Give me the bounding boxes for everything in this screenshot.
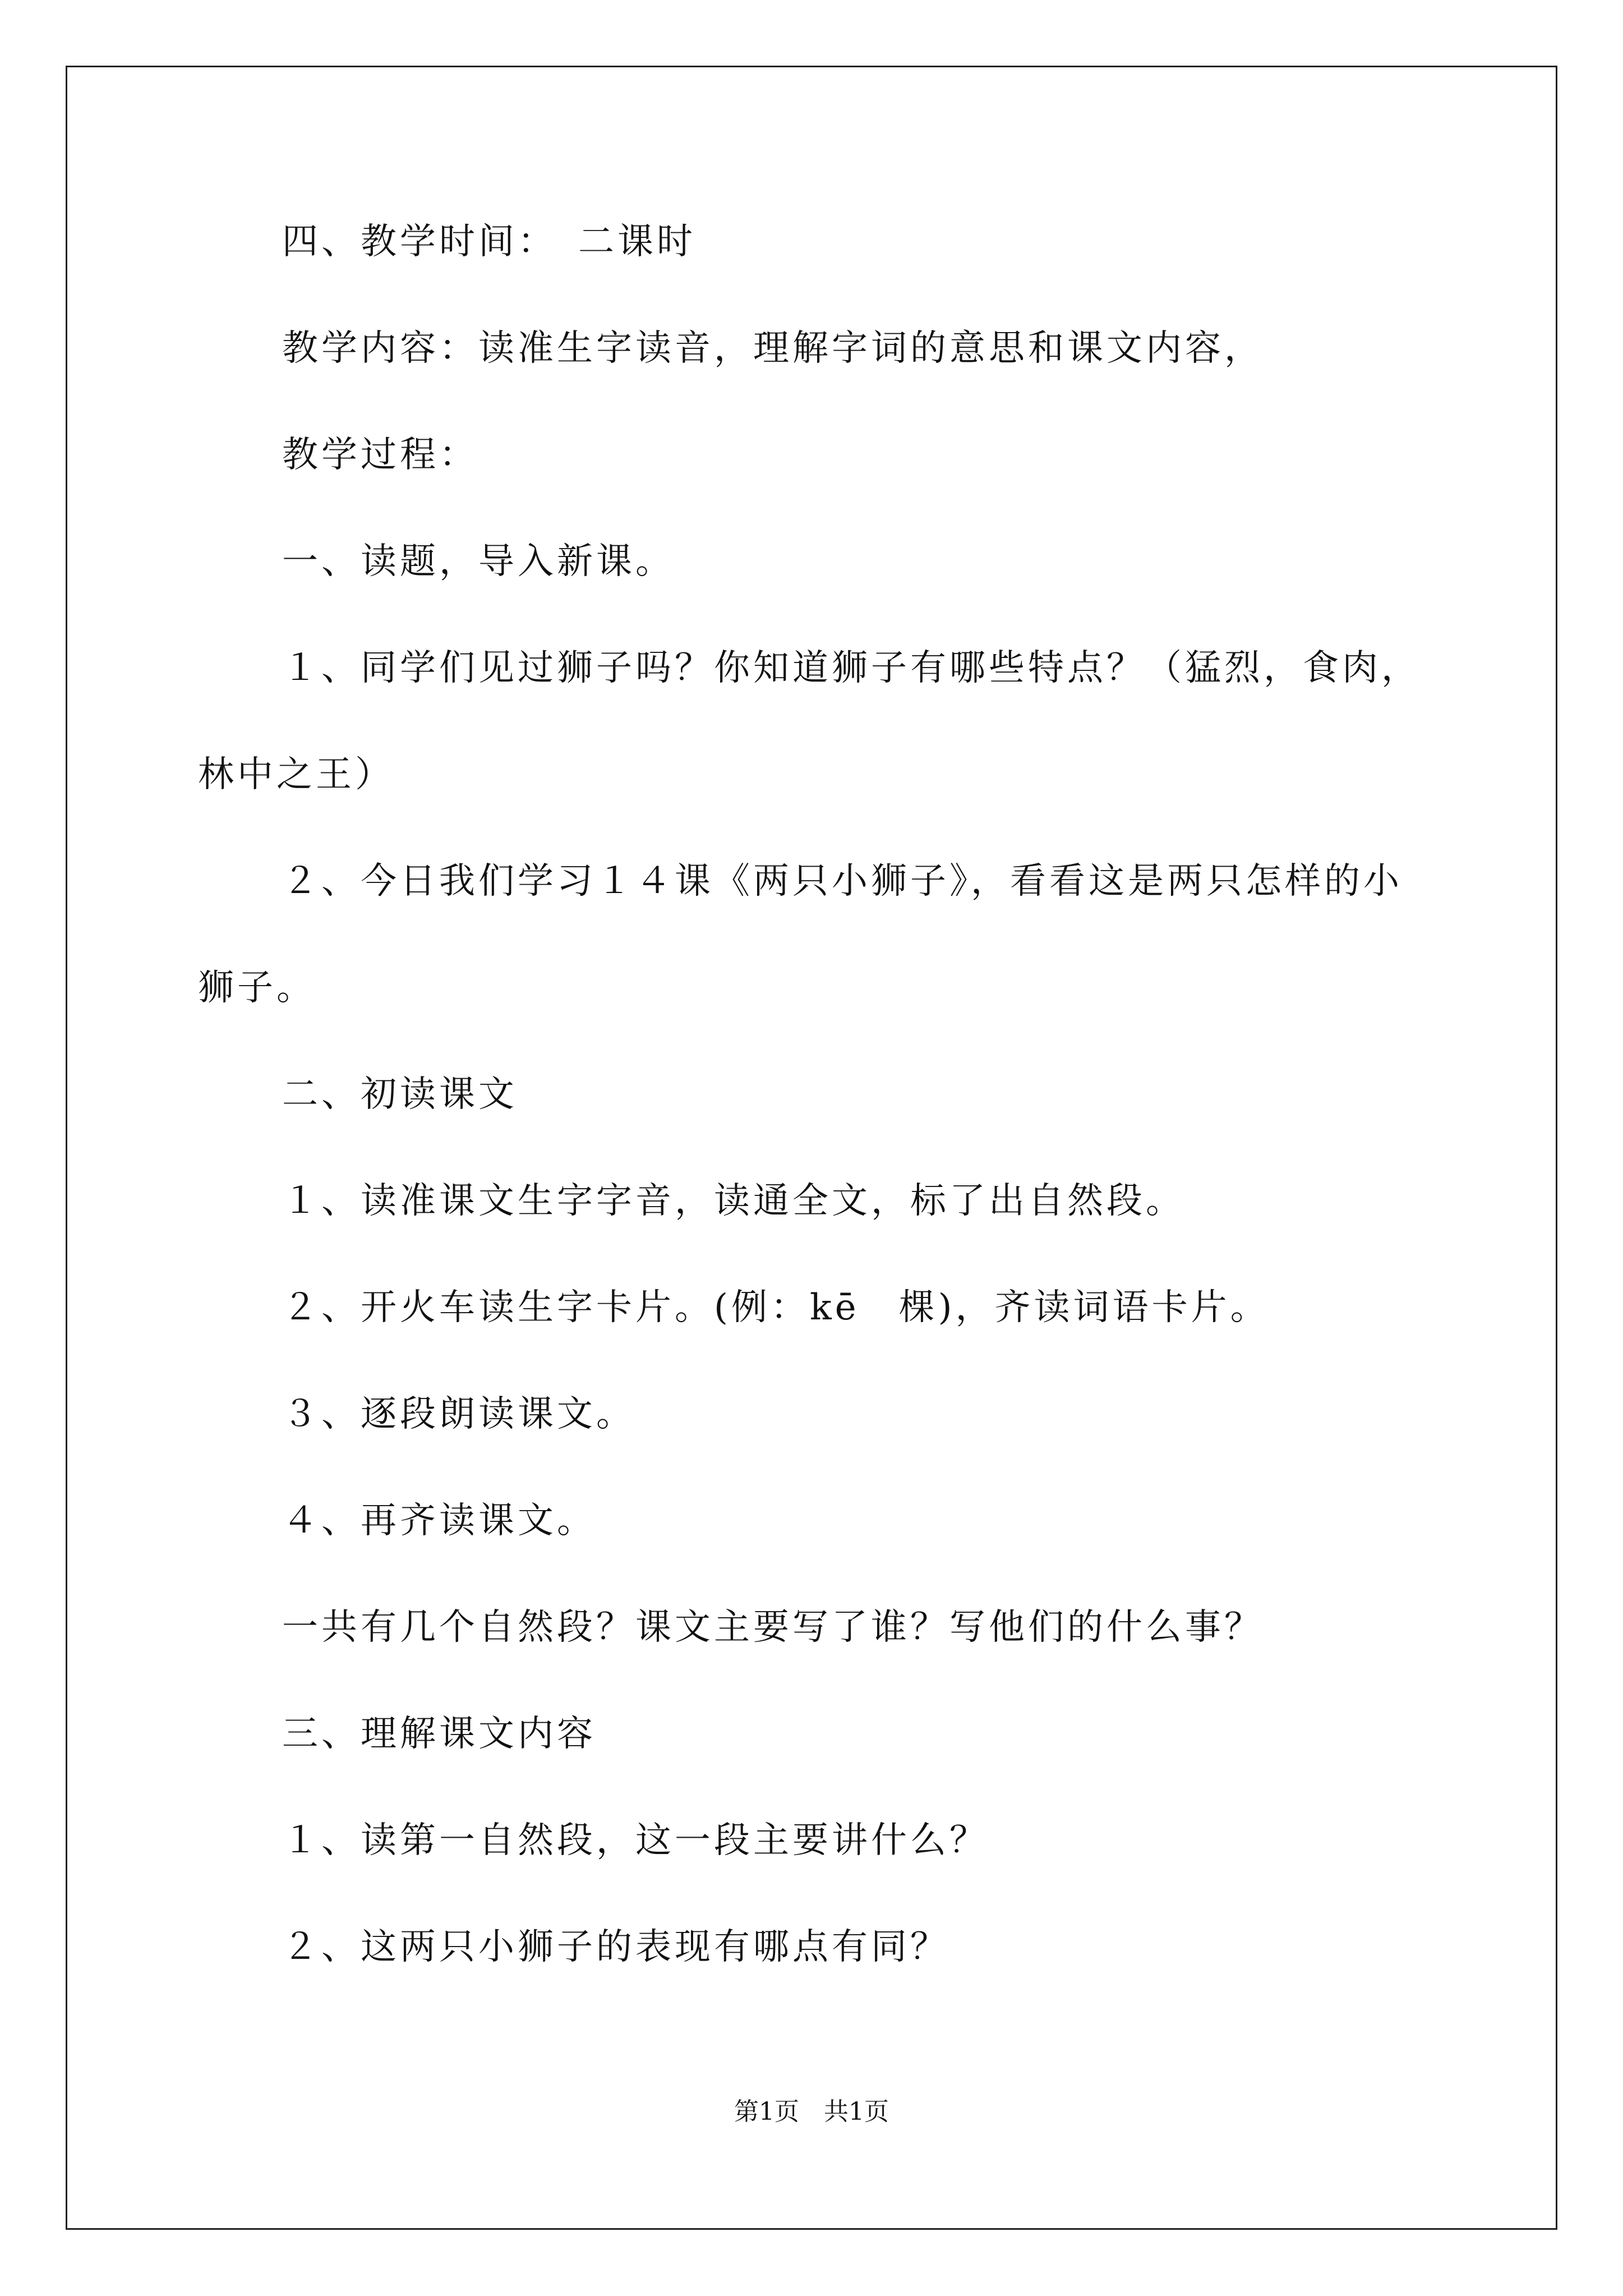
page-footer: 第1页 共1页 xyxy=(734,2097,889,2126)
paragraph-item-1a: １、同学们见过狮子吗？你知道狮子有哪些特点？（猛烈，食肉， xyxy=(282,647,1421,689)
heading-section-two: 二、初读课文 xyxy=(282,1074,518,1115)
paragraph-item-2a-cont: 狮子。 xyxy=(198,967,316,1009)
heading-section-one: 一、读题，导入新课。 xyxy=(282,541,675,582)
paragraph-item-1b: １、读准课文生字字音，读通全文，标了出自然段。 xyxy=(282,1180,1185,1222)
paragraph-item-2b: ２、开火车读生字卡片。(例：kē 棵)，齐读词语卡片。 xyxy=(282,1287,1270,1328)
paragraph-item-3b: ３、逐段朗读课文。 xyxy=(282,1393,635,1435)
paragraph-item-1c: １、读第一自然段，这一段主要讲什么？ xyxy=(282,1820,989,1861)
paragraph-item-1a-cont: 林中之王） xyxy=(198,754,394,795)
page-border xyxy=(66,66,1557,2230)
paragraph-questions: 一共有几个自然段？课文主要写了谁？写他们的什么事？ xyxy=(282,1607,1264,1648)
paragraph-item-2a: ２、今日我们学习１４课《两只小狮子》，看看这是两只怎样的小 xyxy=(282,861,1403,902)
paragraph-item-4b: ４、再齐读课文。 xyxy=(282,1500,596,1542)
paragraph-teaching-process: 教学过程： xyxy=(282,434,478,476)
heading-section-three: 三、理解课文内容 xyxy=(282,1713,596,1755)
paragraph-teaching-content: 教学内容：读准生字读音，理解字词的意思和课文内容， xyxy=(282,328,1264,369)
paragraph-item-2c: ２、这两只小狮子的表现有哪点有同？ xyxy=(282,1926,949,1968)
paragraph-teaching-time: 四、教学时间： 二课时 xyxy=(282,221,696,263)
